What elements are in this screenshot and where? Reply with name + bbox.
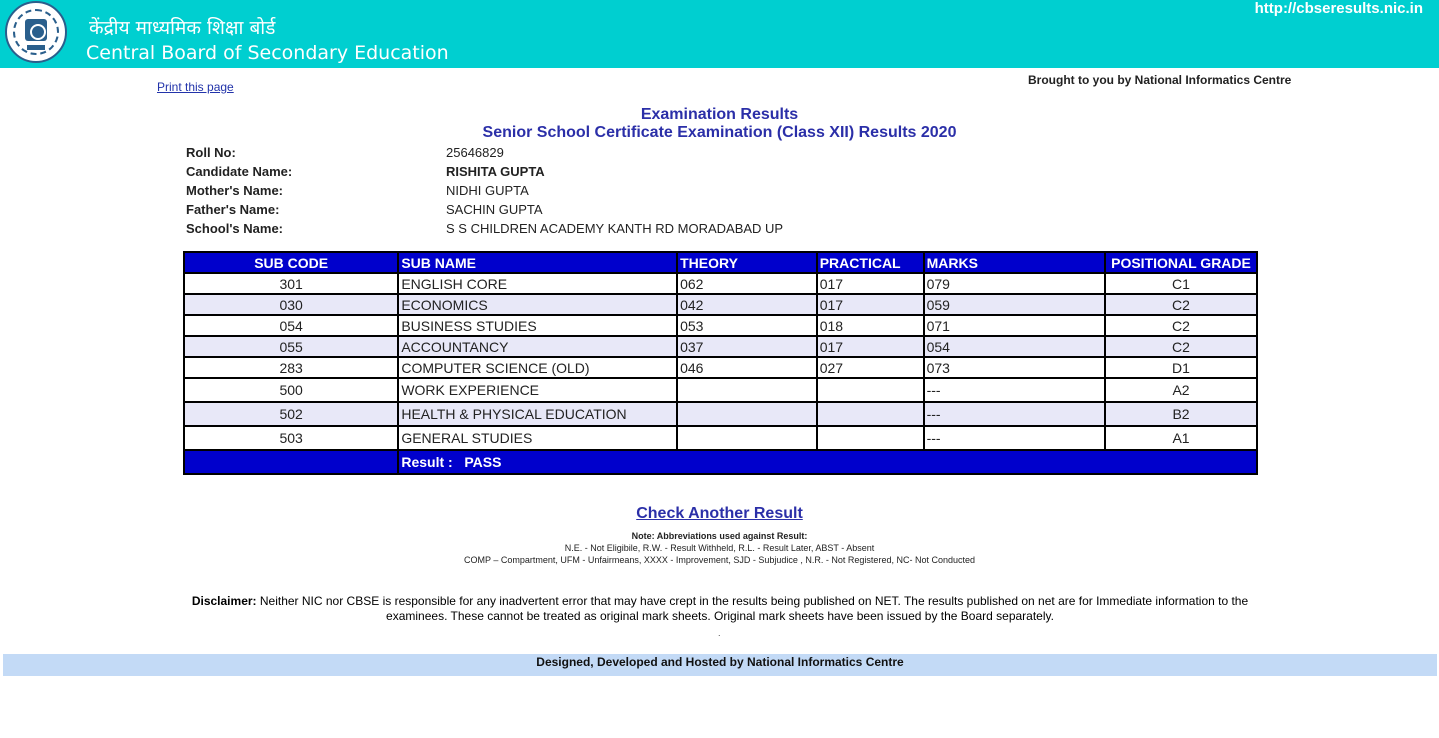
info-label: Mother's Name: [186,183,283,198]
site-header [0,0,1439,68]
note-title: Note: Abbreviations used against Result: [631,531,808,541]
theory-cell [677,378,817,402]
theory-cell [677,426,817,450]
father-name-row [186,201,886,220]
theory-cell: 053 [677,315,817,336]
info-label: Candidate Name: [186,164,293,179]
marks-cell: 079 [924,273,1105,294]
table-row [184,357,1257,378]
father-name-value: SACHIN GUPTA [446,202,543,217]
brought-by-text: Brought to you by National Informatics Centre [1028,73,1292,87]
marks-cell: 073 [924,357,1105,378]
info-label: School's Name: [186,221,284,236]
sub-name-cell: WORK EXPERIENCE [398,378,677,402]
theory-cell [677,402,817,426]
marks-cell: --- [924,402,1105,426]
grade-cell: A2 [1105,378,1257,402]
column-header-theory: THEORY [677,252,817,273]
marks-cell: --- [924,426,1105,450]
cbse-logo-icon [5,1,67,63]
mother-name-row [186,182,886,201]
note-line-2: COMP – Compartment, UFM - Unfairmeans, XXXX - Improvement, SJD - Subjudice , N.R. - Not Registered, NC- Not Conducted [463,555,975,565]
sub-name-cell: COMPUTER SCIENCE (OLD) [398,357,677,378]
column-header-sub-name: SUB NAME [398,252,677,273]
grade-cell: D1 [1105,357,1257,378]
check-another-result-link[interactable]: Check Another Result [636,505,803,522]
sub-name-cell: HEALTH & PHYSICAL EDUCATION [398,402,677,426]
result-status: Result : PASS [398,450,1257,474]
exam-subtitle: Senior School Certificate Examination (Class XII) Results 2020 [482,124,957,141]
table-row [184,273,1257,294]
table-header-row [184,252,1257,273]
column-header-practical: PRACTICAL [817,252,924,273]
sub-name-cell: ACCOUNTANCY [398,336,677,357]
candidate-name-row [186,163,886,182]
sub-name-cell: BUSINESS STUDIES [398,315,677,336]
exam-title: Examination Results [640,106,799,123]
table-row [184,315,1257,336]
practical-cell: 027 [817,357,924,378]
school-name-row [186,220,886,239]
board-name-hindi: केंद्रीय माध्यमिक शिक्षा बोर्ड [89,17,276,39]
theory-cell: 042 [677,294,817,315]
site-url: http://cbseresults.nic.in [1254,0,1423,17]
sub-code-cell: 054 [184,315,398,336]
separator-dot: . [718,628,721,638]
sub-code-cell: 500 [184,378,398,402]
grade-cell: B2 [1105,402,1257,426]
marks-cell: --- [924,378,1105,402]
marks-cell: 059 [924,294,1105,315]
candidate-name-value: RISHITA GUPTA [446,164,545,179]
grade-cell: C1 [1105,273,1257,294]
note-line-1: N.E. - Not Eligibile, R.W. - Result Withheld, R.L. - Result Later, ABST - Absent [564,543,875,553]
sub-code-cell: 502 [184,402,398,426]
grade-cell: C2 [1105,336,1257,357]
result-row [184,450,1257,474]
roll-no-value: 25646829 [446,145,504,160]
practical-cell: 017 [817,273,924,294]
table-row [184,378,1257,402]
practical-cell: 018 [817,315,924,336]
theory-cell: 062 [677,273,817,294]
practical-cell: 017 [817,336,924,357]
marks-cell: 071 [924,315,1105,336]
result-empty-cell [184,450,398,474]
practical-cell [817,378,924,402]
school-name-value: S S CHILDREN ACADEMY KANTH RD MORADABAD UP [446,221,784,236]
sub-name-cell: ECONOMICS [398,294,677,315]
theory-cell: 037 [677,336,817,357]
practical-cell [817,426,924,450]
abbreviations-note [0,530,1439,566]
board-name-english: Central Board of Secondary Education [86,42,449,64]
marks-table [183,251,1258,475]
grade-cell: C2 [1105,294,1257,315]
sub-code-cell: 301 [184,273,398,294]
table-row [184,336,1257,357]
print-page-link[interactable]: Print this page [157,80,234,94]
column-header-marks: MARKS [924,252,1105,273]
table-row [184,426,1257,450]
marks-cell: 054 [924,336,1105,357]
grade-cell: C2 [1105,315,1257,336]
theory-cell: 046 [677,357,817,378]
disclaimer-text: Neither NIC nor CBSE is responsible for any inadvertent error that may have crept in the results being published on NET. The results published on net are for Immediate information to the examinees. These cannot be treated as original mark sheets. Original mark sheets have been issued by the Board separately. [256,594,1249,623]
candidate-info [186,144,886,239]
disclaimer-label: Disclaimer: [191,594,257,608]
check-another-result [0,505,1439,523]
site-footer: Designed, Developed and Hosted by National Informatics Centre [3,654,1437,676]
roll-no-row [186,144,886,163]
sub-code-cell: 283 [184,357,398,378]
column-header-grade: POSITIONAL GRADE [1105,252,1257,273]
mother-name-value: NIDHI GUPTA [446,183,529,198]
info-label: Father's Name: [186,202,280,217]
grade-cell: A1 [1105,426,1257,450]
disclaimer [190,594,1250,624]
sub-name-cell: GENERAL STUDIES [398,426,677,450]
table-row [184,294,1257,315]
sub-code-cell: 503 [184,426,398,450]
practical-cell: 017 [817,294,924,315]
info-label: Roll No: [186,145,236,160]
sub-code-cell: 055 [184,336,398,357]
practical-cell [817,402,924,426]
sub-name-cell: ENGLISH CORE [398,273,677,294]
sub-code-cell: 030 [184,294,398,315]
column-header-sub-code: SUB CODE [184,252,398,273]
table-row [184,402,1257,426]
